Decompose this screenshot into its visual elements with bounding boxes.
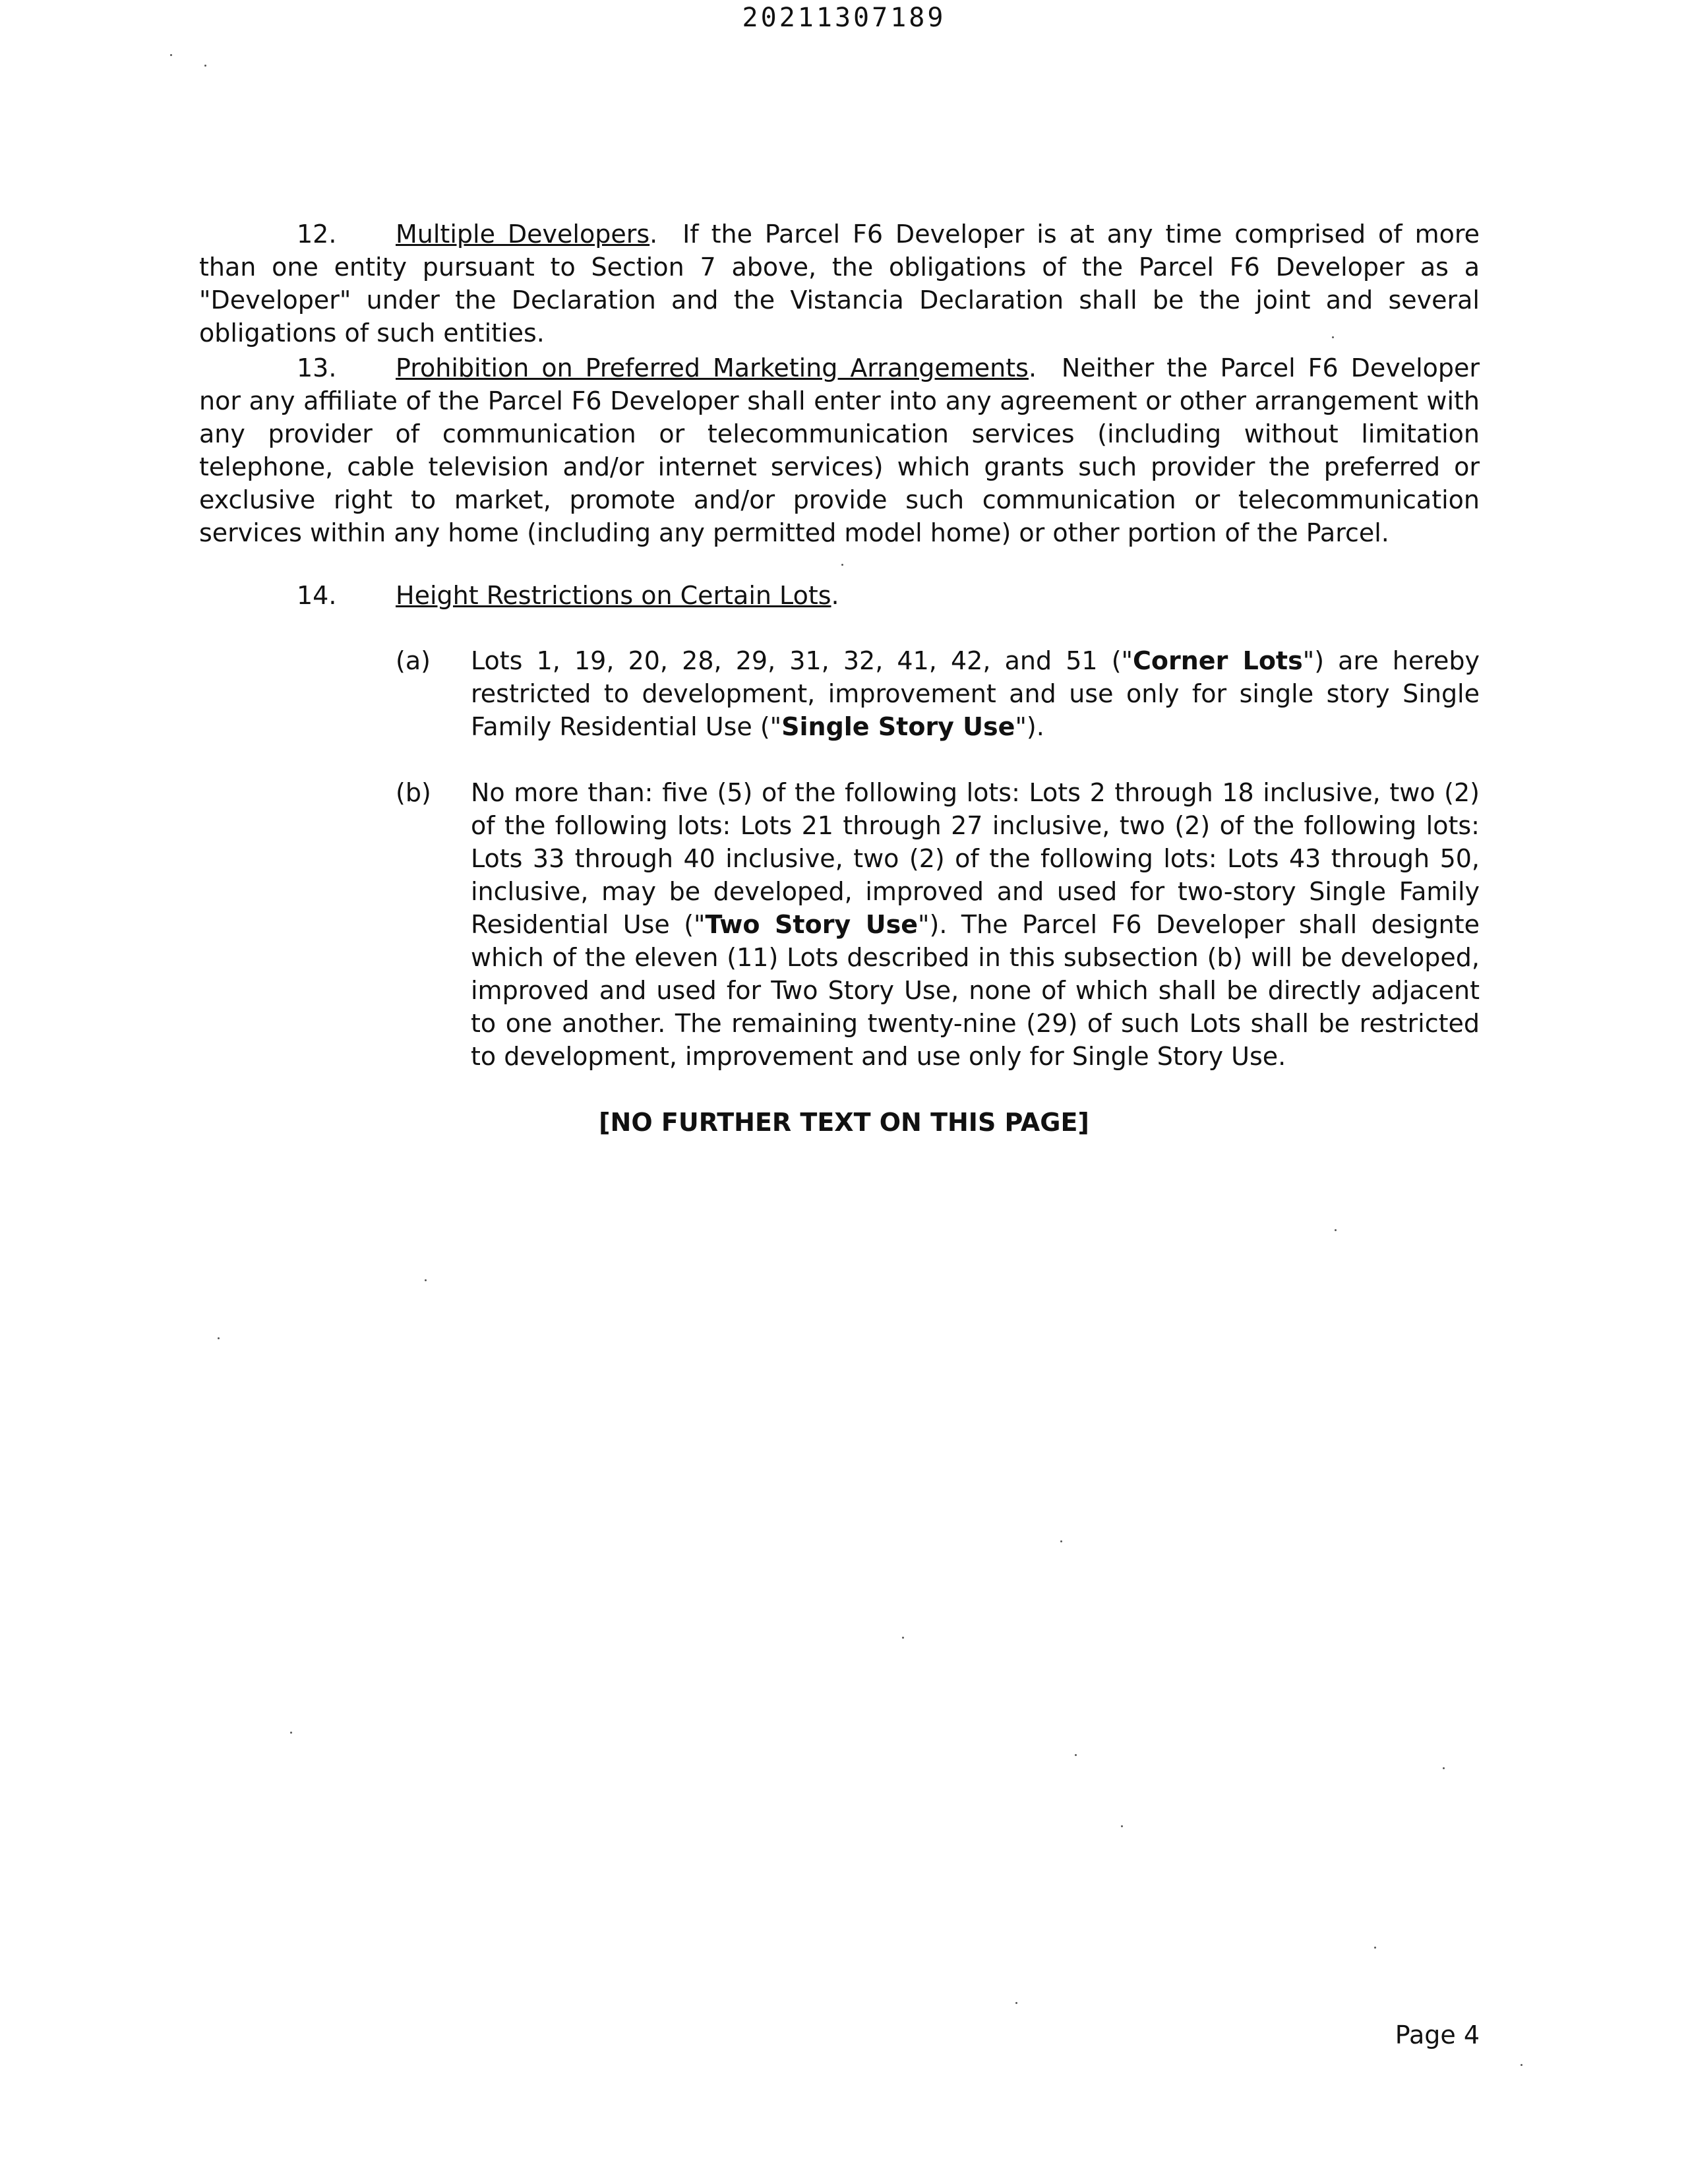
recording-number: 20211307189 [742, 3, 946, 33]
scan-speck [1374, 1947, 1376, 1949]
subsection-b [396, 776, 1480, 1073]
section-12: 12. Multiple Developers. If the Parcel F6 Developer is at any time comprised of more than one entity pursuant to Section 7 above, the obligations of the Parcel F6 Developer as a "Developer" under the Declaration and the Vistancia Declaration shall be the joint and several obligations of such entities. [199, 218, 1480, 349]
section-14: 14. Height Restrictions on Certain Lots. [199, 579, 1480, 612]
text-run: No more than: five (5) of the following lots: Lots 2 through 18 inclusive, two (2) of the following lots: Lots 21 through 27 inclusive, two (2) of the following lots: Lots 33 through 40 inclusive, two (2) of the following lots: Lots 43 through 50, inclusive, may be developed, improved and used for two-story Single Family Residential Use (" [471, 778, 1480, 939]
defined-term: Single Story Use [781, 712, 1015, 741]
text-run: "). The Parcel F6 Developer shall designte which of the eleven (11) Lots described in this subsection (b) will be developed, improved and used for Two Story Use, none of which shall be directly adjacent to one another. The remaining twenty-nine (29) of such Lots shall be restricted to development, improvement and use only for Single Story Use. [471, 910, 1480, 1071]
text-run: Lots 1, 19, 20, 28, 29, 31, 32, 41, 42, and 51 (" [471, 646, 1133, 675]
section-heading: Multiple Developers [396, 220, 650, 249]
scan-speck [170, 54, 172, 56]
section-number: 14. [297, 581, 337, 610]
subsection-text [471, 644, 1480, 743]
section-text: If the Parcel F6 Developer is at any time comprised of more than one entity pursuant to Section 7 above, the obligations of the Parcel F6 Developer as a "Developer" under the Declaration and the Vistancia Declaration shall be the joint and several obligations of such entities. [199, 220, 1480, 348]
section-number: 13. [297, 353, 337, 382]
scan-speck [1521, 2064, 1522, 2066]
scan-speck [204, 65, 206, 67]
scan-speck [218, 1337, 220, 1339]
scan-speck [1335, 1229, 1337, 1231]
subsection-label: (b) [396, 778, 431, 807]
defined-term: Corner Lots [1133, 646, 1303, 675]
subsection-a [396, 644, 1480, 743]
scan-speck [1015, 2002, 1017, 2004]
section-number: 12. [297, 220, 337, 249]
defined-term: Two Story Use [705, 910, 919, 939]
section-heading: Prohibition on Preferred Marketing Arrangements [396, 353, 1029, 382]
scan-speck [902, 1637, 904, 1639]
closing-note: [NO FURTHER TEXT ON THIS PAGE] [599, 1108, 1089, 1137]
scan-speck [1075, 1754, 1077, 1756]
scan-speck [425, 1279, 427, 1281]
subsection-text [471, 776, 1480, 1073]
scan-speck [841, 564, 843, 566]
subsection-label: (a) [396, 646, 431, 675]
text-run: "). [1015, 712, 1044, 741]
scan-speck [290, 1732, 292, 1734]
section-13: 13. Prohibition on Preferred Marketing Arrangements. Neither the Parcel F6 Developer nor any affiliate of the Parcel F6 Developer shall enter into any agreement or other arrangement with any provider of communication or telecommunication services (including without limitation telephone, cable television and/or internet services) which grants such provider the preferred or exclusive right to market, promote and/or provide such communication or telecommunication services within any home (including any permitted model home) or other portion of the Parcel. [199, 351, 1480, 549]
section-heading: Height Restrictions on Certain Lots [396, 581, 831, 610]
text-run: ") are hereby restricted to development, improvement and use only for single story Single Family Residential Use (" [471, 646, 1480, 741]
page-number: Page 4 [1395, 2020, 1480, 2049]
scan-speck [1443, 1767, 1445, 1769]
scan-speck [1332, 336, 1334, 338]
scan-speck [1121, 1825, 1123, 1827]
scan-speck [1060, 1540, 1062, 1542]
section-text: Neither the Parcel F6 Developer nor any affiliate of the Parcel F6 Developer shall enter into any agreement or other arrangement with any provider of communication or telecommunication services (including without limitation telephone, cable television and/or internet services) which grants such provider the preferred or exclusive right to market, promote and/or provide such communication or telecommunication services within any home (including any permitted model home) or other portion of the Parcel. [199, 353, 1480, 547]
